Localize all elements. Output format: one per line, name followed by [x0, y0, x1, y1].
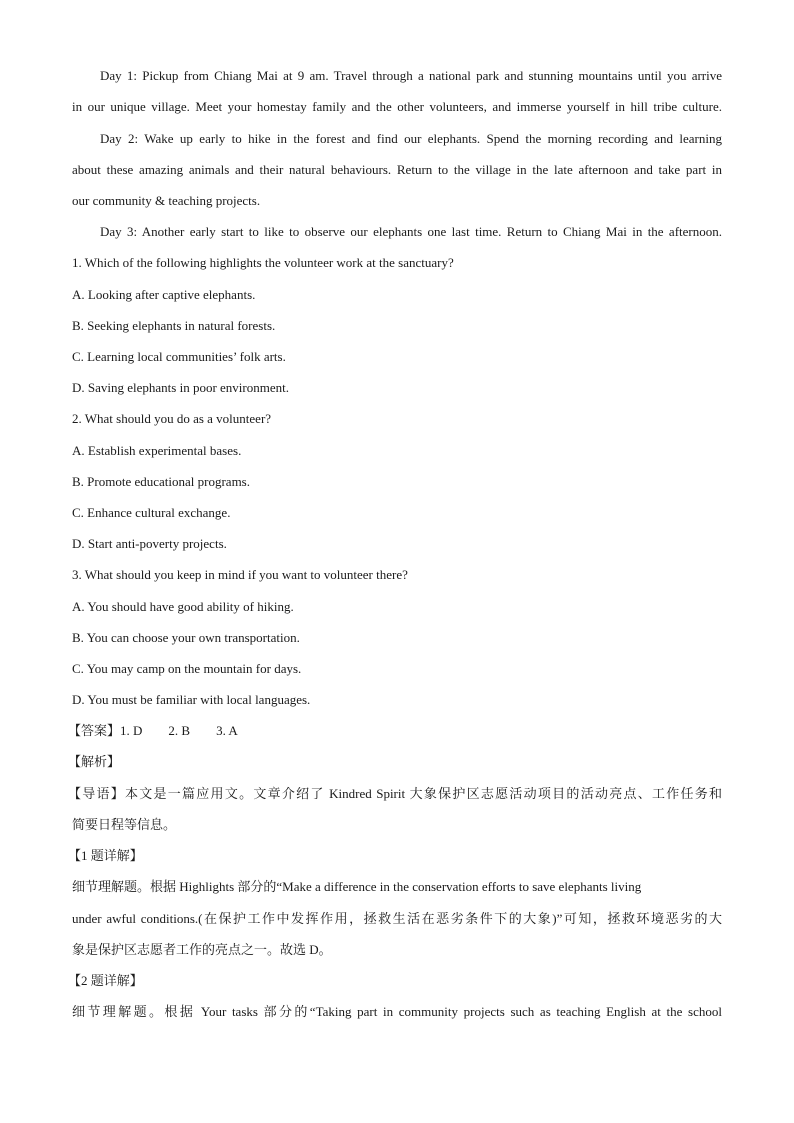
question-2-stem: 2. What should you do as a volunteer? — [72, 411, 272, 426]
passage-day3-line1: Day 3: Another early start to like to observe our elephants one last time. Return to Chiang Mai in the afternoon. — [100, 224, 722, 239]
analysis-q1-header: 【1 题详解】 — [68, 848, 143, 863]
question-3-option-c: C. You may camp on the mountain for days. — [72, 661, 302, 676]
passage-day2-line2: about these amazing animals and their natural behaviours. Return to the village in the late afternoon and take part in — [72, 162, 722, 177]
analysis-q1-line2: under awful conditions.(在保护工作中发挥作用，拯救生活在恶劣条件下的大象)”可知，拯救环境恶劣的大 — [72, 911, 722, 926]
question-2-option-b: B. Promote educational programs. — [72, 474, 250, 489]
analysis-guide-line2: 简要日程等信息。 — [72, 817, 177, 832]
question-3-option-b: B. You can choose your own transportation. — [72, 630, 300, 645]
question-1-option-c: C. Learning local communities’ folk arts. — [72, 349, 286, 364]
passage-day2-line3: our community & teaching projects. — [72, 193, 261, 208]
answer-item-2: 2. B — [168, 723, 191, 738]
answer-item-3: 3. A — [216, 723, 238, 738]
question-3-stem: 3. What should you keep in mind if you want to volunteer there? — [72, 567, 408, 582]
analysis-q2-header: 【2 题详解】 — [68, 973, 143, 988]
question-3-option-d: D. You must be familiar with local languages. — [72, 692, 311, 707]
passage-day1-line1: Day 1: Pickup from Chiang Mai at 9 am. Travel through a national park and stunning mountains until you arrive — [100, 68, 722, 83]
analysis-label: 【解析】 — [68, 754, 121, 769]
answer-label: 【答案】 — [68, 723, 121, 738]
question-3-option-a: A. You should have good ability of hiking. — [72, 599, 294, 614]
passage-day1-line2: in our unique village. Meet your homestay family and the other volunteers, and immerse yourself in hill tribe culture. — [72, 99, 722, 114]
passage-day2-line1: Day 2: Wake up early to hike in the forest and find our elephants. Spend the morning recording and learning — [100, 131, 722, 146]
question-2-option-c: C. Enhance cultural exchange. — [72, 505, 231, 520]
question-1-option-a: A. Looking after captive elephants. — [72, 287, 256, 302]
question-1-option-b: B. Seeking elephants in natural forests. — [72, 318, 276, 333]
question-1-stem: 1. Which of the following highlights the volunteer work at the sanctuary? — [72, 255, 454, 270]
question-2-option-a: A. Establish experimental bases. — [72, 443, 242, 458]
answer-item-1: 1. D — [120, 723, 143, 738]
analysis-q1-line1: 细节理解题。根据 Highlights 部分的“Make a difference in the conservation efforts to save elephants living — [72, 879, 642, 894]
analysis-q2-line1: 细节理解题。根据 Your tasks 部分的“Taking part in community projects such as teaching English at the school — [72, 1004, 722, 1019]
question-2-option-d: D. Start anti-poverty projects. — [72, 536, 227, 551]
analysis-guide-line1: 【导语】本文是一篇应用文。文章介绍了 Kindred Spirit 大象保护区志愿活动项目的活动亮点、工作任务和 — [68, 786, 722, 801]
question-1-option-d: D. Saving elephants in poor environment. — [72, 380, 289, 395]
analysis-q1-line3: 象是保护区志愿者工作的亮点之一。故选 D。 — [72, 942, 332, 957]
answer-row — [68, 722, 264, 740]
